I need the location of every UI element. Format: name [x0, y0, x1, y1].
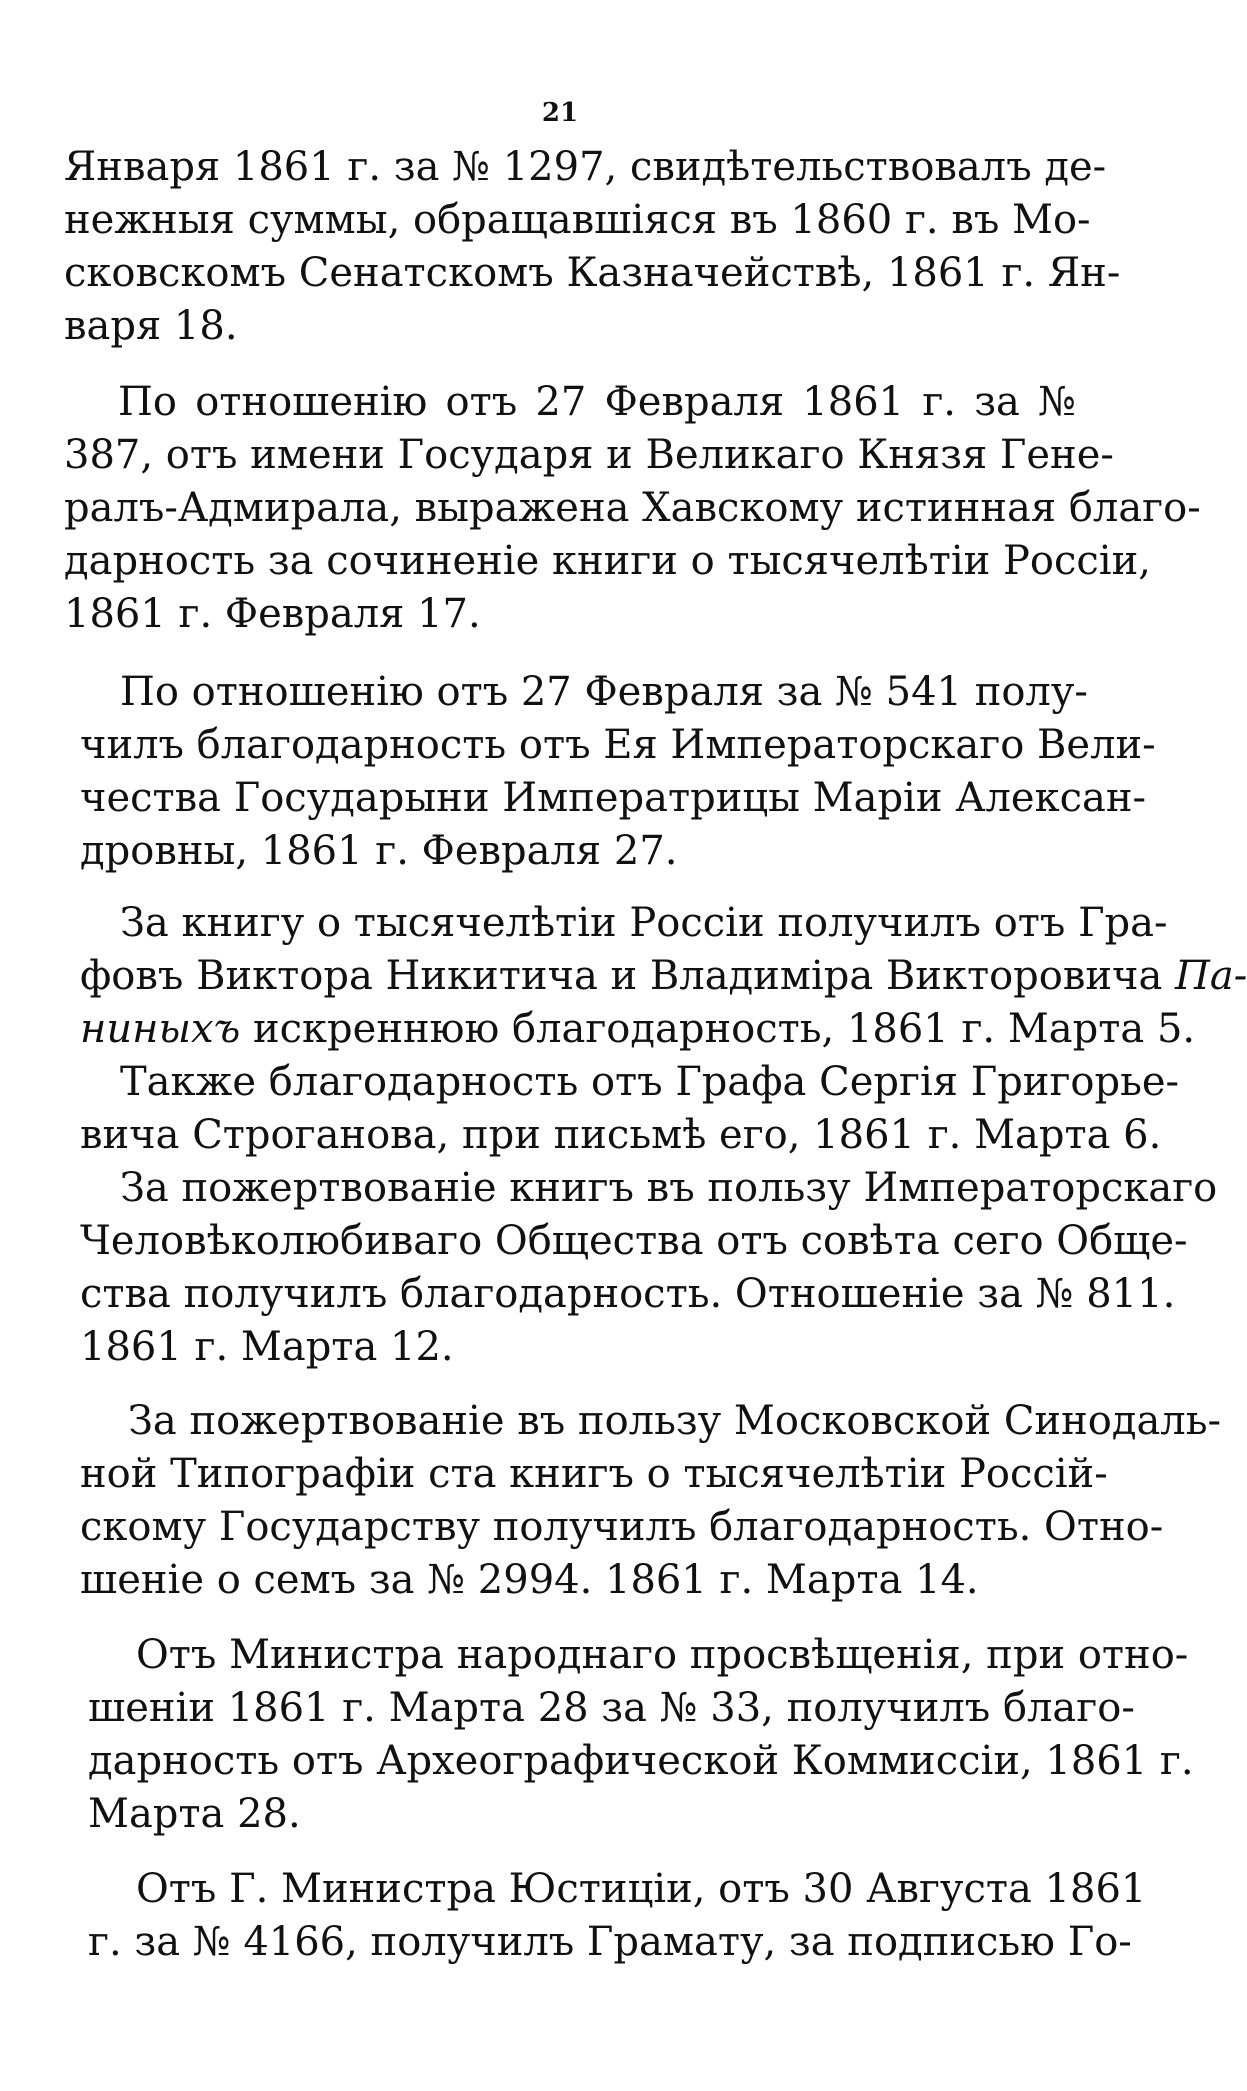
- paragraph: [80, 897, 1247, 1056]
- text-segment: фовъ Виктора Никитича и Владиміра Викторовича: [80, 953, 1176, 999]
- text-line: дарность за сочиненіе книги о тысячелѣтіи Россіи,: [64, 538, 1151, 584]
- text-line: чилъ благодарность отъ Ея Императорскаго Вели-: [80, 722, 1156, 768]
- text-line: варя 18.: [64, 303, 238, 349]
- text-line: 1861 г. Марта 12.: [80, 1324, 454, 1370]
- text-line: За книгу о тысячелѣтіи Россіи получилъ отъ Гра-: [120, 900, 1168, 946]
- paragraph: [80, 666, 1156, 878]
- text-line: [80, 950, 1247, 1003]
- paragraph: [64, 376, 1201, 641]
- paragraph: [80, 1162, 1218, 1374]
- paragraph: [80, 1056, 1180, 1162]
- paragraph: [64, 141, 1121, 353]
- paragraph: [88, 1629, 1194, 1841]
- text-line: 1861 г. Февраля 17.: [64, 591, 481, 637]
- text-line: Марта 28.: [88, 1791, 301, 1837]
- text-line: шеніе о семъ за № 2994. 1861 г. Марта 14.: [80, 1557, 979, 1603]
- text-line: За пожертвованіе въ пользу Московской Синодаль-: [128, 1398, 1222, 1444]
- text-line: По отношенію отъ 27 Февраля за № 541 полу-: [120, 669, 1088, 715]
- text-line: чества Государыни Императрицы Маріи Алексан-: [80, 775, 1147, 821]
- text-line: г. за № 4166, получилъ Грамату, за подписью Го-: [88, 1919, 1132, 1965]
- text-line: Отъ Г. Министра Юстиціи, отъ 30 Августа 1861: [136, 1866, 1147, 1912]
- paragraph: [88, 1863, 1147, 1969]
- text-line: Отъ Министра народнаго просвѣщенія, при отно-: [136, 1632, 1189, 1678]
- page-number: 21: [541, 98, 579, 128]
- text-line: 387, отъ имени Государя и Великаго Князя Гене-: [64, 432, 1114, 478]
- text-line: ства получилъ благодарность. Отношеніе за № 811.: [80, 1271, 1176, 1317]
- text-line: Человѣколюбиваго Общества отъ совѣта сего Обще-: [80, 1218, 1188, 1264]
- text-line: вича Строганова, при письмѣ его, 1861 г. Марта 6.: [80, 1112, 1162, 1158]
- text-line: Января 1861 г. за № 1297, свидѣтельствовалъ де-: [64, 144, 1107, 190]
- italic-surname: Па-: [1175, 953, 1247, 999]
- text-line: ной Типографіи ста книгъ о тысячелѣтіи Россій-: [80, 1451, 1108, 1497]
- text-line: дровны, 1861 г. Февраля 27.: [80, 828, 678, 874]
- text-line: сковскомъ Сенатскомъ Казначействѣ, 1861 г. Ян-: [64, 250, 1121, 296]
- text-line: скому Государству получилъ благодарность. Отно-: [80, 1504, 1164, 1550]
- paragraph: [80, 1395, 1222, 1607]
- text-line: За пожертвованіе книгъ въ пользу Императорскаго: [120, 1165, 1218, 1211]
- text-line: По отношенію отъ 27 Февраля 1861 г. за №: [118, 379, 1076, 425]
- text-line: Также благодарность отъ Графа Сергія Григорье-: [120, 1059, 1180, 1105]
- text-line: [80, 1003, 1196, 1056]
- text-line: шеніи 1861 г. Марта 28 за № 33, получилъ благо-: [88, 1685, 1135, 1731]
- text-segment: искреннюю благодарность, 1861 г. Марта 5.: [240, 1006, 1196, 1052]
- italic-surname: ниныхъ: [80, 1006, 241, 1052]
- text-line: нежныя суммы, обращавшіяся въ 1860 г. въ Мо-: [64, 197, 1091, 243]
- text-line: дарность отъ Археографической Коммиссіи, 1861 г.: [88, 1738, 1194, 1784]
- text-line: ралъ-Адмирала, выражена Хавскому истинная благо-: [64, 485, 1201, 531]
